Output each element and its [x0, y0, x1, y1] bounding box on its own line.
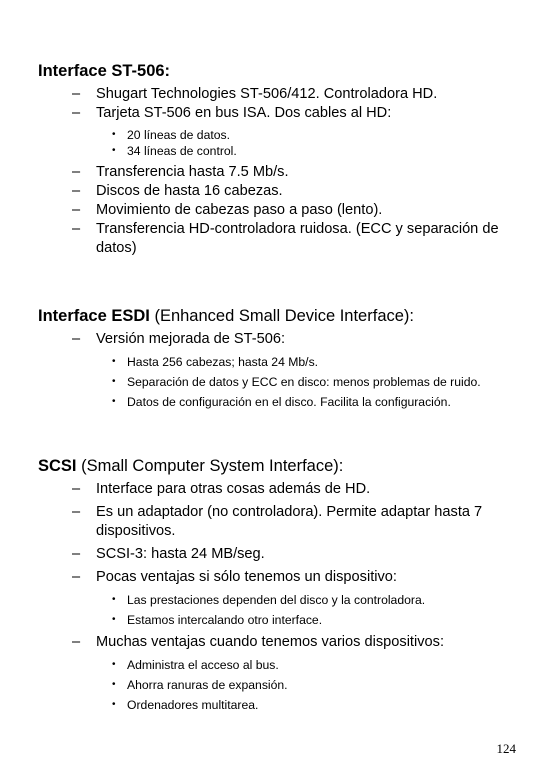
- sub-list-item-text: Ahorra ranuras de expansión.: [127, 678, 288, 692]
- heading-bold: Interface ESDI: [38, 307, 150, 325]
- sub-list-item: [38, 657, 518, 673]
- sub-list-item-text: Hasta 256 cabezas; hasta 24 Mb/s.: [127, 355, 319, 369]
- list-item: [38, 330, 518, 349]
- list-item-text: Tarjeta ST-506 en bus ISA. Dos cables al HD:: [96, 105, 392, 121]
- list-item: [38, 633, 518, 652]
- dot-bullet: •: [112, 699, 116, 710]
- list-item-text: SCSI-3: hasta 24 MB/seg.: [96, 546, 265, 562]
- dot-bullet: •: [112, 356, 116, 367]
- dot-bullet: •: [112, 396, 116, 407]
- dash-bullet: –: [72, 86, 81, 102]
- section-heading: [38, 306, 518, 326]
- list-item-text: Versión mejorada de ST-506:: [96, 331, 286, 347]
- sub-bullet-list: [38, 354, 518, 410]
- sub-list-item-text: Separación de datos y ECC en disco: menos problemas de ruido.: [127, 375, 481, 389]
- sub-list-item-text: Ordenadores multitarea.: [127, 698, 259, 712]
- dot-bullet: •: [112, 145, 116, 156]
- list-item: [38, 201, 518, 220]
- list-item-text: Es un adaptador (no controladora). Permite adaptar hasta 7 dispositivos.: [96, 504, 483, 539]
- section-heading: [38, 456, 518, 476]
- list-item-text: Transferencia hasta 7.5 Mb/s.: [96, 164, 289, 180]
- list-item-text: Shugart Technologies ST-506/412. Controladora HD.: [96, 86, 438, 102]
- dot-bullet: •: [112, 659, 116, 670]
- dash-bullet: –: [72, 634, 81, 650]
- dash-bullet: –: [72, 105, 81, 121]
- dot-bullet: •: [112, 614, 116, 625]
- sub-list-item-text: Las prestaciones dependen del disco y la controladora.: [127, 593, 426, 607]
- sub-bullet-list: [38, 127, 518, 159]
- sub-list-item: [38, 697, 518, 713]
- sub-list-item: [38, 374, 518, 390]
- dash-bullet: –: [72, 546, 81, 562]
- list-item: [38, 163, 518, 182]
- list-item: [38, 568, 518, 587]
- section-st506: [38, 61, 518, 258]
- page-number: 124: [496, 741, 516, 756]
- list-item: [38, 182, 518, 201]
- dot-bullet: •: [112, 594, 116, 605]
- bullet-list: [38, 480, 518, 587]
- sub-list-item: [38, 394, 518, 410]
- list-item: [38, 480, 518, 499]
- heading-rest: (Enhanced Small Device Interface):: [149, 307, 414, 325]
- sub-list-item: [38, 354, 518, 370]
- list-item-text: Movimiento de cabezas paso a paso (lento).: [96, 202, 383, 218]
- sub-list-item: [38, 612, 518, 628]
- list-item: [38, 545, 518, 564]
- bullet-list: [38, 330, 518, 349]
- heading-bold: SCSI: [38, 457, 77, 475]
- sub-list-item: [38, 677, 518, 693]
- dot-bullet: •: [112, 376, 116, 387]
- dash-bullet: –: [72, 164, 81, 180]
- bullet-list: [38, 633, 518, 652]
- sub-list-item: [38, 143, 518, 159]
- section-heading: [38, 61, 518, 81]
- list-item-text: Muchas ventajas cuando tenemos varios dispositivos:: [96, 634, 444, 650]
- dot-bullet: •: [112, 679, 116, 690]
- dash-bullet: –: [72, 221, 81, 237]
- list-item: [38, 220, 518, 258]
- dash-bullet: –: [72, 569, 81, 585]
- sub-bullet-list: [38, 592, 518, 628]
- dash-bullet: –: [72, 331, 81, 347]
- list-item: [38, 503, 518, 541]
- bullet-list: [38, 85, 518, 123]
- sub-bullet-list: [38, 657, 518, 713]
- list-item-text: Pocas ventajas si sólo tenemos un dispositivo:: [96, 569, 397, 585]
- sub-list-item: [38, 592, 518, 608]
- dash-bullet: –: [72, 183, 81, 199]
- sub-list-item-text: Datos de configuración en el disco. Facilita la configuración.: [127, 395, 451, 409]
- list-item-text: Transferencia HD-controladora ruidosa. (ECC y separación de datos): [96, 221, 499, 256]
- sub-list-item-text: 20 líneas de datos.: [127, 128, 230, 142]
- list-item-text: Interface para otras cosas además de HD.: [96, 481, 371, 497]
- dot-bullet: •: [112, 129, 116, 140]
- heading-rest: (Small Computer System Interface):: [76, 457, 344, 475]
- dash-bullet: –: [72, 202, 81, 218]
- sub-list-item-text: Estamos intercalando otro interface.: [127, 613, 323, 627]
- bullet-list: [38, 163, 518, 258]
- list-item: [38, 85, 518, 104]
- list-item-text: Discos de hasta 16 cabezas.: [96, 183, 283, 199]
- section-esdi: [38, 306, 518, 410]
- dash-bullet: –: [72, 504, 81, 520]
- section-scsi: [38, 456, 518, 713]
- heading-bold: Interface ST-506:: [38, 62, 171, 80]
- sub-list-item: [38, 127, 518, 143]
- sub-list-item-text: 34 líneas de control.: [127, 144, 237, 158]
- sub-list-item-text: Administra el acceso al bus.: [127, 658, 279, 672]
- list-item: [38, 104, 518, 123]
- dash-bullet: –: [72, 481, 81, 497]
